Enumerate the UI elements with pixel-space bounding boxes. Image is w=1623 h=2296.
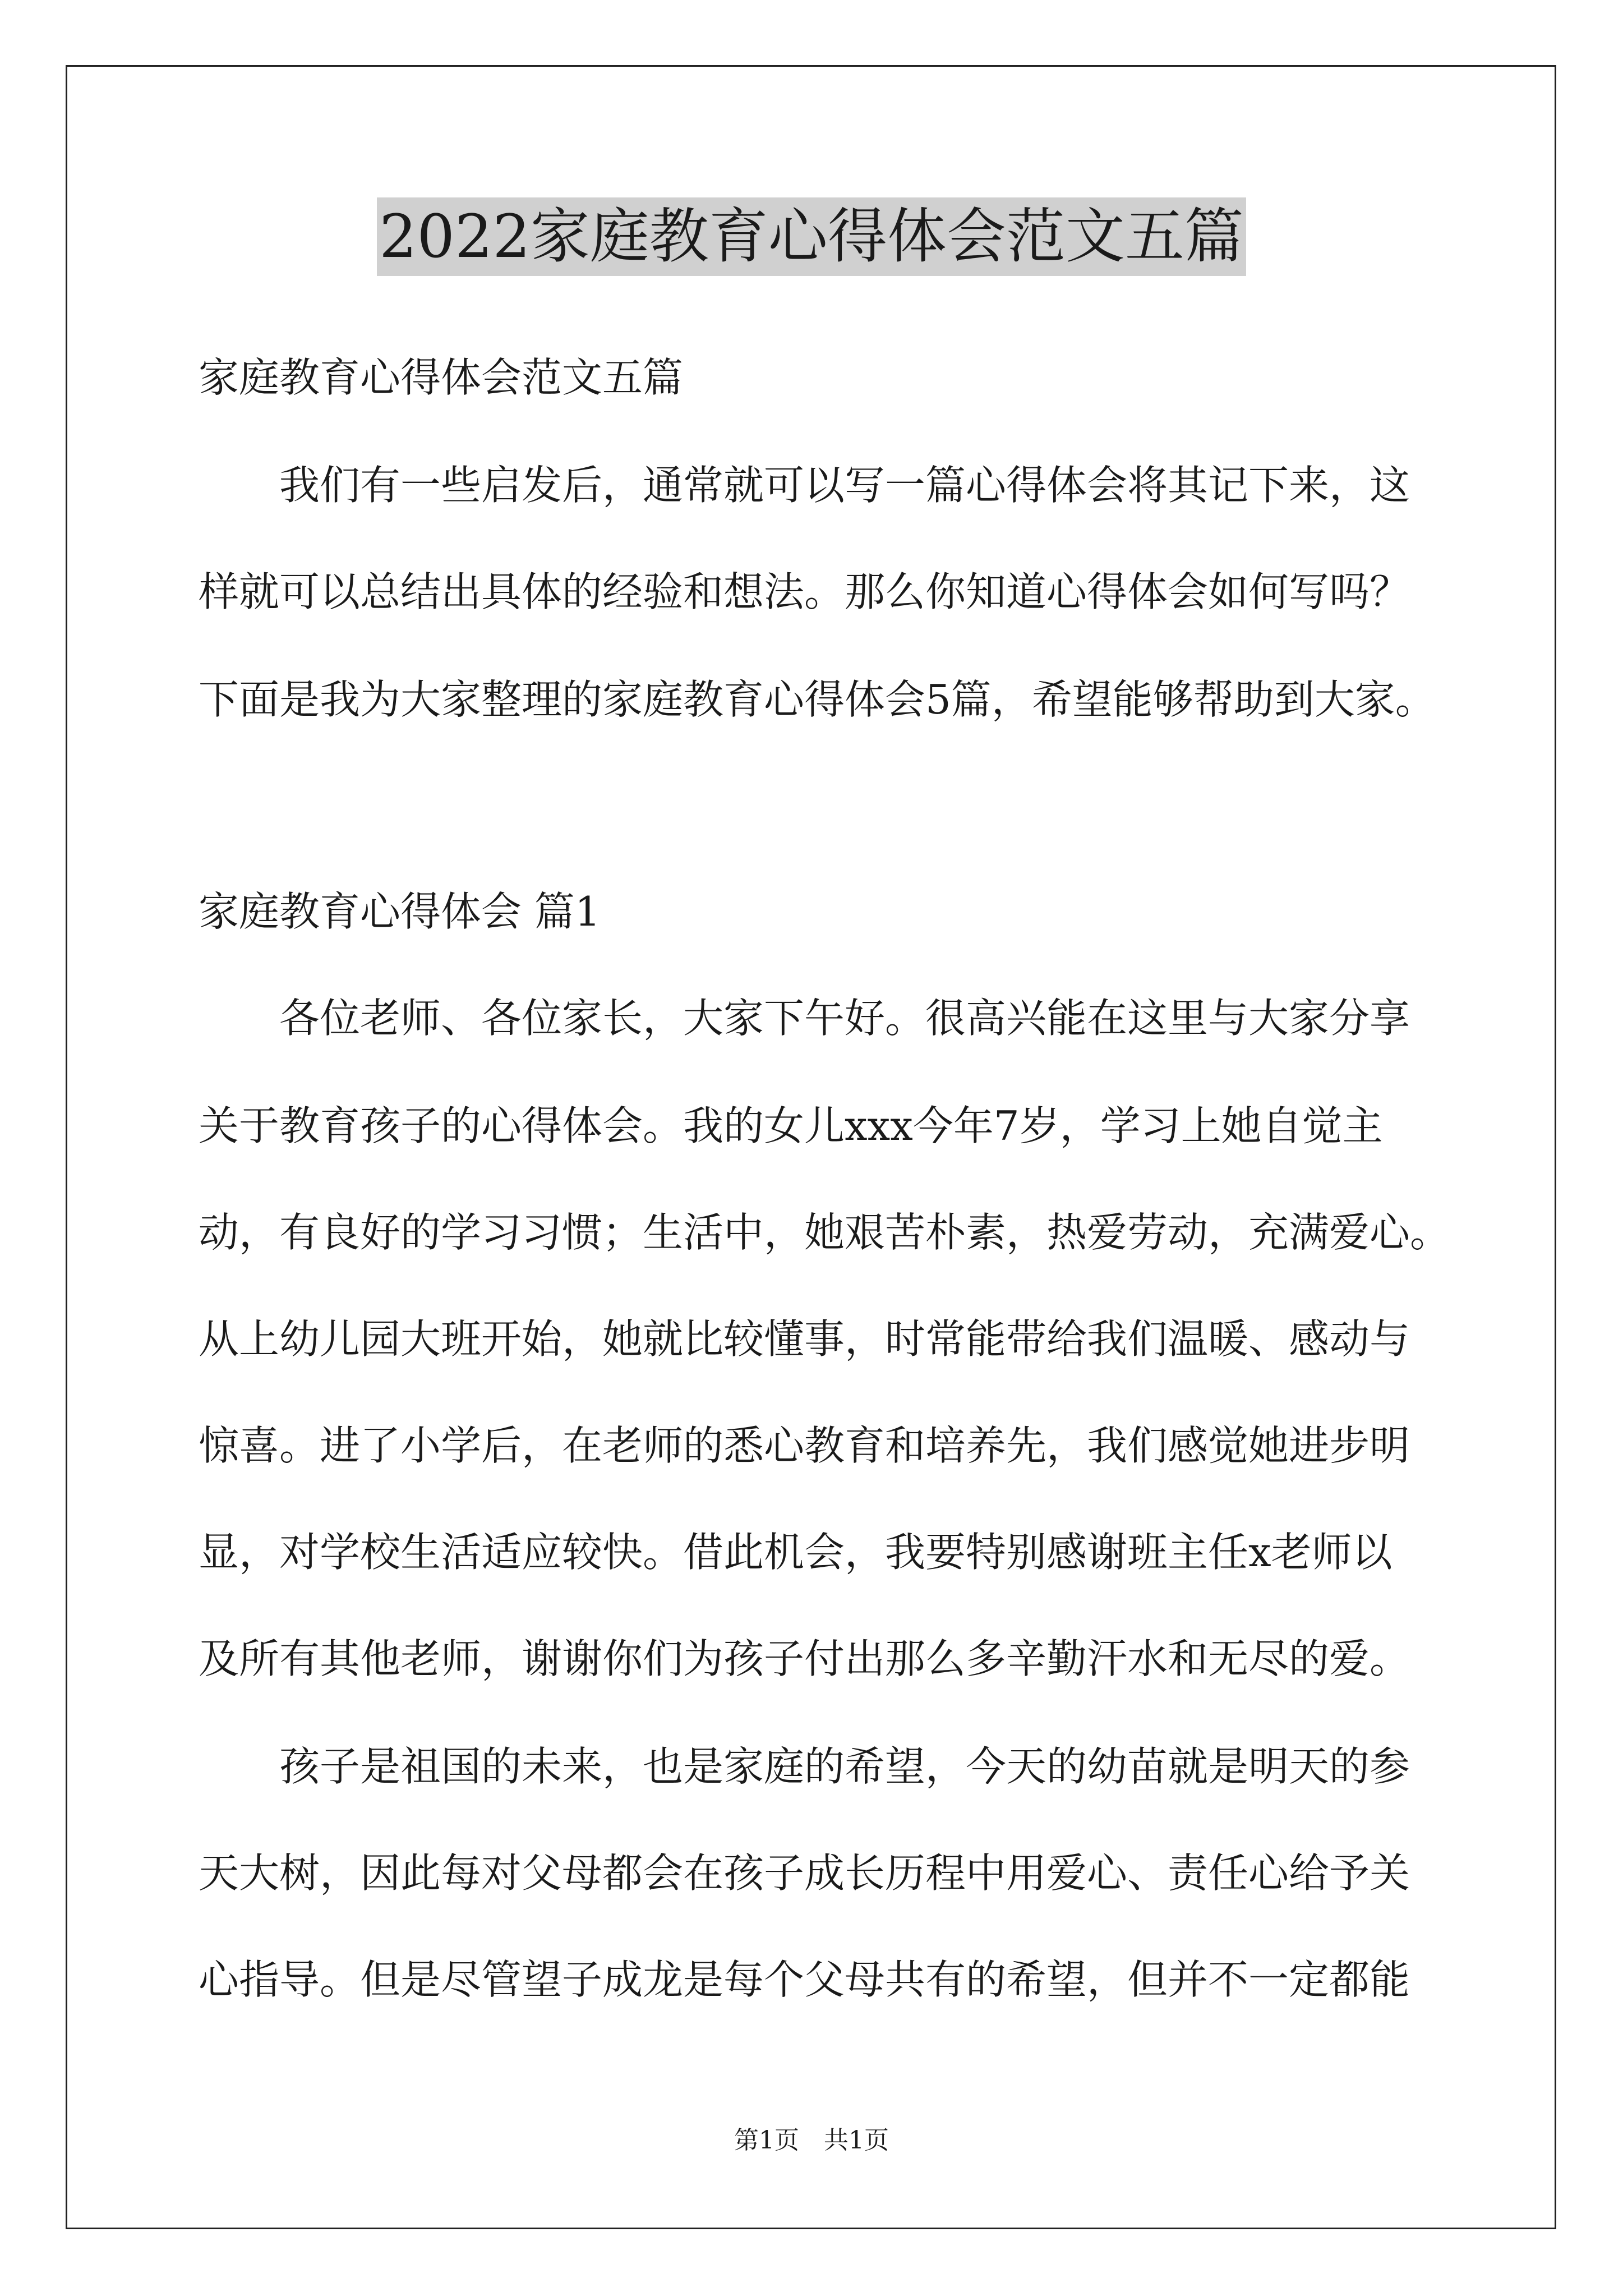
paragraph-line: 从上幼儿园大班开始，她就比较懂事，时常能带给我们温暖、感动与 xyxy=(199,1315,1410,1363)
paragraph-line: 我们有一些启发后，通常就可以写一篇心得体会将其记下来，这 xyxy=(199,462,1410,509)
paragraph-line: 各位老师、各位家长，大家下午好。很高兴能在这里与大家分享 xyxy=(199,995,1410,1042)
document-title: 2022家庭教育心得体会范文五篇 xyxy=(377,197,1246,276)
page-footer: 第1页 共1页 xyxy=(734,2126,889,2155)
paragraph-line: 下面是我为大家整理的家庭教育心得体会5篇，希望能够帮助到大家。 xyxy=(199,676,1436,723)
subtitle-line: 家庭教育心得体会范文五篇 xyxy=(199,354,684,401)
paragraph-line: 关于教育孩子的心得体会。我的女儿xxx今年7岁，学习上她自觉主 xyxy=(199,1102,1383,1149)
paragraph-line: 天大树，因此每对父母都会在孩子成长历程中用爱心、责任心给予关 xyxy=(199,1849,1410,1897)
paragraph-line: 显，对学校生活适应较快。借此机会，我要特别感谢班主任x老师以 xyxy=(199,1529,1393,1576)
paragraph-line: 惊喜。进了小学后，在老师的悉心教育和培养先，我们感觉她进步明 xyxy=(199,1422,1410,1469)
title-container xyxy=(0,197,1623,276)
paragraph-line: 样就可以总结出具体的经验和想法。那么你知道心得体会如何写吗？ xyxy=(199,568,1410,615)
section-heading: 家庭教育心得体会 篇1 xyxy=(199,888,601,935)
paragraph-line: 及所有其他老师，谢谢你们为孩子付出那么多辛勤汗水和无尽的爱。 xyxy=(199,1635,1410,1682)
paragraph-line: 孩子是祖国的未来，也是家庭的希望，今天的幼苗就是明天的参 xyxy=(199,1743,1410,1790)
paragraph-line: 动，有良好的学习习惯；生活中，她艰苦朴素，热爱劳动，充满爱心。 xyxy=(199,1209,1451,1256)
paragraph-line: 心指导。但是尽管望子成龙是每个父母共有的希望，但并不一定都能 xyxy=(199,1956,1410,2003)
